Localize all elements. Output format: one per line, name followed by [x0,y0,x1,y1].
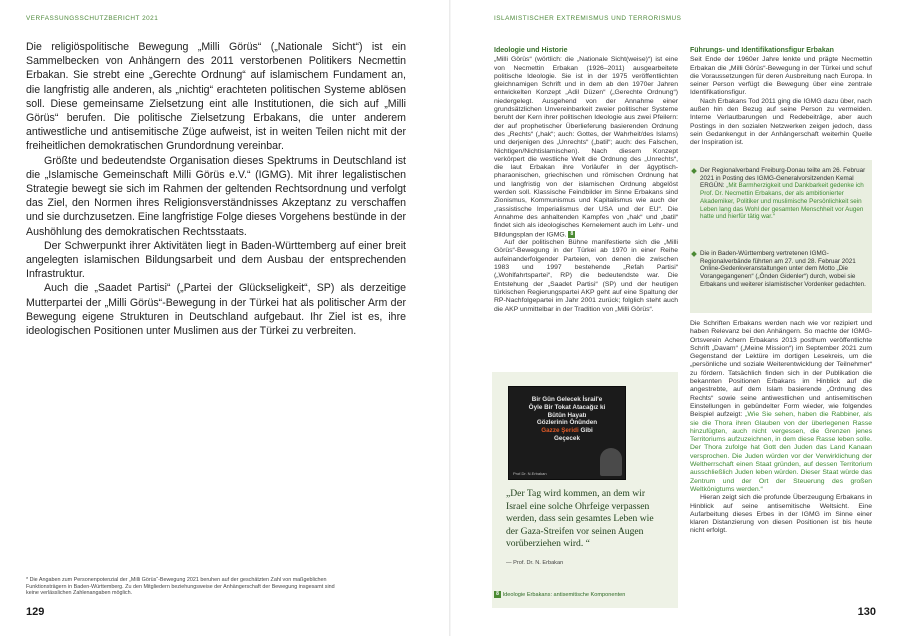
quote-author: — Prof. Dr. N. Erbakan [506,560,564,566]
footnote: * Die Angaben zum Personenpotenzial der „Milli Görüs“-Bewegung 2021 beruhen auf der geschätzten Zahl von maßgeblichen Funktionsträgern in Baden-Württemberg. Zu den Mitgliedern beziehungsweise der Anhängerschaft der Bewegung insgesamt sind keine verlässlichen Zahlenangaben möglich. [26,577,335,597]
erbakan-quote-poster [508,386,626,480]
bullet-quote: „Mit Barmherzigkeit und Dankbarkeit gedenke ich Prof. Dr. Necmettin Erbakans, der als ambitionierter Akademiker, Politiker und muslimische Persönlichkeit sein Leben lang das Wohl der gesamten Menschheit vor Augen hatte und hierfür tätig war.“ [700,182,864,221]
column-leadership-cont [690,320,872,536]
erbakan-quote: „Wie Sie sehen, haben die Rabbiner, als sie die Thora ihren Glauben von der überlegenen Rasse hinzufügten, auch nicht vergessen, die Grenzen jenes Territoriums aufzuzeichnen, in dem diese Rasse leben solle. Der Thora zufolge hat Gott den Juden das Land Kanaan versprochen. Die Juden würden vor der Verwirklichung der Weltherrschaft einen Staat gründen, auf dessen Territorium ausschließlich Juden leben würden. Dieser Staat würde das Zentrum und der Ort der Steuerung des großen Weltkönigtums werden.“ [690,411,872,493]
paragraph: Größte und bedeutendste Organisation dieses Spektrums in Deutschland ist die „Islamische Gemeinschaft Milli Görüs e.V.“ (IGMG). Mit ihrer legalistischen Strategie bewegt sie sich im Rahmen der geltenden Rechtsordnung und verfolgt das Ziel, den Normen ihres Religionsverständnisses Akzeptanz zu verschaffen und sie durchzusetzen. Eine langfristige Folge dieses Vorgehens bestünde in der Aushöhlung des demokratischen Rechtsstaats. [26,154,406,238]
paragraph: Nach Erbakans Tod 2011 ging die IGMG dazu über, nach außen hin den Bezug auf seine Person zu vermeiden. Interne Verlautbarungen und Redebeiträge, aber auch Postings in den sozialen Netzwerken zeigen jedoch, dass sein Gedankengut in der Anhängerschaft weiterhin Quelle der Inspiration ist. [690,97,872,147]
bullet-text: Der Regionalverband Freiburg-Donau teilte am 26. Februar 2021 in Posting des IGMG-Generalvorsitzenden Kemal ERGÜN: [700,167,866,190]
poster-line: Gözlerinin Önünden [536,419,598,427]
poster-line-rest: Gibi [578,427,593,435]
page-number-right: 130 [857,606,876,618]
paragraph: Auf der politischen Bühne manifestierte sich die „Milli Görüs“-Bewegung in der Türkei ab 1970 in einer Reihe aufeinanderfolgender Parteien, von denen die zwischen 1983 und 1997 bestehende „Refah Partisi“ („Wohlfahrtspartei“, RP) die bedeutendste war. Die Entstehung der „Saadet Partisi“ (SP) und der heutigen türkischen Regierungspartei AKP geht auf eine Spaltung der RP-Nachfolgepartei im Jahr 2001 zurück; folglich steht auch die AKP unmittelbar in der Tradition von „Milli Görüs“. [494,239,678,313]
paragraph: Die religiöspolitische Bewegung „Milli Görüs“ („Nationale Sicht“) ist ein Sammelbecken von Anhängern des 2011 verstorbenen Politikers Necmettin Erbakan. Sie strebt eine „Gerechte Ordnung“ auf islamischem Fundament an, die langfristig alle anderen, als „nichtig“ erachteten politischen Systeme ablösen soll. Diese gemeinsame Zielsetzung eint alle Institutionen, die sich auf „Milli Görüs“ berufen. Die politische Zielsetzung Erbakans, die unter anderem antiwestliche und antisemitische Züge aufweist, ist in weiten Teilen nicht mit der freiheitlichen demokratischen Grundordnung vereinbar. [26,41,406,153]
paragraph [690,320,872,494]
poster-line: Öyle Bir Tokat Atacağız ki [528,403,606,411]
poster-highlight: Gazze Şeridi [541,427,579,435]
paragraph: Der Schwerpunkt ihrer Aktivitäten liegt in Baden-Württemberg auf einer breit angelegten islamischen Bildungsarbeit und dem Ausbau der entsprechenden Infrastruktur. [26,239,406,281]
page-number-left: 129 [26,606,45,618]
quote-box [492,372,678,608]
column-leadership [690,47,872,148]
poster-line: Bütün Hayatı [547,411,587,419]
paragraph: Auch die „Saadet Partisi“ („Partei der Glückseligkeit“, SP) als derzeitige Mutterpartei der „Milli Görüs“-Bewegung in der Türkei hat als politischer Arm der Bewegung eigene Strukturen in Deutschland aufgebaut. Ihr Ziel ist es, ihre ideologischen Positionen unter Muslimen aus der Türkei zu verbreiten. [26,282,406,338]
column-ideology-history [494,47,678,314]
bullet-item [700,167,866,221]
caption-text: Ideologie Erbakans: antisemitische Komponenten [502,591,626,598]
poster-line [513,427,621,435]
figure-reference-badge: 8 [568,231,575,238]
paragraph-text: „Milli Görüs“ (wörtlich: die „Nationale Sicht(weise)“) ist eine von Necmettin Erbakan (1926–2011) ausgearbeitete politische Ideologie. Sie ist in der 1975 veröffentlichten gleichnamigen Schrift und in dem ab den 1970er Jahren entwickelten Konzept „Adil Düzen“ („Gerechte Ordnung“) niedergelegt. Ausgehend von der Annahme einer grundsätzlichen Unvereinbarkeit zweier politischer Systeme beruht der Kern ihrer politischen Ideologie aus zwei Pfeilern: der auf prophetischer Überlieferung basierenden Ordnung des „Rechts“ („hak“; auch: Gottes, der Wahrheit/des Islams) und derjenigen des „Unrechts“ („batil“; auch: des Falschen, Nichtigen/Nichtislamischen). Nach diesem Konzept verkörpert die westliche Welt die Ordnung des „Unrechts“, die laut Erbakan ihre Vorläufer in der ägyptisch-pharaonischen, griechischen und römischen Ordnung hat und langfristig von der islamischen Ordnung abgelöst werden soll. Klassische Feindbilder im Sinne Erbakans sind Zionismus, Kommunismus und Kapitalismus wie auch der „rassistische Imperialismus der USA und der EU“. Die Annahme des anhaltenden Kampfes von „hak“ und „batil“ findet sich als ideologisches Kernelement auch im Lehr- und Bildungsplan der IGMG. [494,56,678,238]
paragraph: Seit Ende der 1960er Jahre lenkte und prägte Necmettin Erbakan die „Milli Görüs“-Bewegung in der Türkei und schuf die Voraussetzungen für deren Ausbreitung nach Europa. In seiner Person verfügt die Bewegung über eine zentrale Identifikationsfigur. [690,56,872,97]
paragraph [494,56,678,239]
main-body-text [26,40,406,338]
poster-text [513,396,621,443]
figure-caption [494,591,625,598]
paragraph-text: Die Schriften Erbakans werden nach wie vor rezipiert und haben Relevanz bei den Anhängern. So machte der IGMG-Ortsverein Achern Erbakans 2013 posthum veröffentlichte Schrift „Davam“ („Meine Mission“) im September 2021 zum Gegenstand der Lektüre im dortigen Lesekreis, um die „persönliche und soziale Weiterentwicklung der Teilnehmer“ zu fördern. Tatsächlich finden sich in der Publikation die bekannten Positionen Erbakans im Hinblick auf die angestrebte, auf dem Islam basierende „Ordnung des Rechts“ sowie seine antiwestlichen und antisemitischen Einstellungen in gebündelter Form wieder, wie folgendes Beispiel aufzeigt: [690,320,872,419]
example-box [690,160,872,313]
running-head-left: VERFASSUNGSSCHUTZBERICHT 2021 [26,15,159,22]
paragraph: Hieran zeigt sich die profunde Überzeugung Erbakans in Hinblick auf seine antisemitische Weltsicht. Eine Aufarbeitung dieses Erbes in der IGMG im Sinne einer klaren Distanzierung von diesen Positionen ist bis heute nicht erfolgt. [690,494,872,535]
poster-line: Geçecek [554,434,580,442]
diamond-bullet-icon [691,168,697,174]
section-heading-leadership: Führungs- und Identifikationsfigur Erbakan [690,47,834,54]
section-heading-ideology: Ideologie und Historie [494,47,568,54]
portrait-image [600,448,622,476]
diamond-bullet-icon [691,251,697,257]
bullet-text: Die in Baden-Württemberg vertretenen IGMG-Regionalverbände führten am 27. und 28. Februar 2021 Online-Gedenkveranstaltungen unter dem Motto „Die Vorangegangenen“ („Önden Gidenler“) durch, wobei sie Erbakans und weiterer islamistischer Vordenker gedachten. [700,250,866,288]
pull-quote: „Der Tag wird kommen, an dem wir Israel eine solche Ohrfeige verpassen werden, dass sein gesamtes Leben wie der Gaza-Streifen vor seinen Augen vorüberziehen wird. “ [506,488,654,550]
poster-line: Bir Gün Gelecek İsrail'e [531,396,603,403]
bullet-item [700,250,866,289]
running-head-right: ISLAMISTISCHER EXTREMISMUS UND TERRORISMUS [494,15,682,22]
poster-signature: Prof.Dr. N.Erbakan [513,471,547,476]
figure-number-badge: 8 [494,591,501,598]
